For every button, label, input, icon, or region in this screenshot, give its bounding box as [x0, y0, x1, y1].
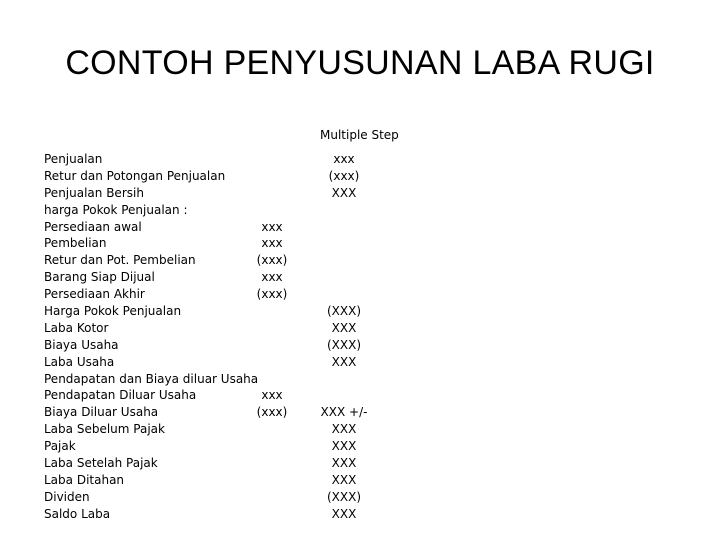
detail-amount: xxx: [261, 236, 283, 251]
row-label: Pendapatan dan Biaya diluar Usaha: [44, 371, 259, 386]
detail-amount: (xxx): [256, 287, 288, 302]
total-amount: XXX: [331, 456, 357, 471]
detail-amount: xxx: [261, 388, 283, 403]
statement-row: [0, 202, 720, 219]
statement-row: [0, 303, 720, 320]
row-label: harga Pokok Penjualan :: [44, 202, 188, 217]
total-amount: XXX: [331, 320, 357, 335]
statement-row: [0, 337, 720, 354]
detail-amount: (xxx): [256, 405, 288, 420]
total-amount: XXX: [331, 439, 357, 454]
total-amount: (XXX): [326, 304, 362, 319]
row-label: Retur dan Pot. Pembelian: [44, 253, 196, 268]
row-label: Harga Pokok Penjualan: [44, 304, 182, 319]
statement-row: [0, 185, 720, 202]
row-label: Persediaan awal: [44, 219, 142, 234]
total-amount: XXX: [331, 422, 357, 437]
statement-row: [0, 506, 720, 523]
row-label: Laba Setelah Pajak: [44, 456, 158, 471]
statement-row: [0, 438, 720, 455]
detail-amount: xxx: [261, 219, 283, 234]
statement-row: [0, 404, 720, 421]
statement-row: [0, 235, 720, 252]
row-label: Penjualan: [44, 152, 103, 166]
statement-row: [0, 320, 720, 337]
row-label: Laba Usaha: [44, 354, 115, 369]
total-amount: (xxx): [328, 168, 360, 183]
statement-row: [0, 371, 720, 388]
total-amount: XXX +/-: [320, 405, 368, 420]
slide-subtitle: Multiple Step: [320, 128, 399, 142]
statement-row: [0, 219, 720, 236]
detail-amount: (xxx): [256, 253, 288, 268]
total-amount: (XXX): [326, 489, 362, 504]
statement-row: [0, 387, 720, 404]
statement-row: [0, 421, 720, 438]
statement-row: [0, 286, 720, 303]
row-label: Pembelian: [44, 236, 107, 251]
row-label: Pajak: [44, 439, 76, 454]
row-label: Biaya Usaha: [44, 337, 119, 352]
statement-row: [0, 168, 720, 185]
row-label: Barang Siap Dijual: [44, 270, 155, 285]
row-label: Dividen: [44, 489, 90, 504]
slide-title: CONTOH PENYUSUNAN LABA RUGI: [65, 44, 655, 82]
statement-row: [0, 269, 720, 286]
income-statement-table: [0, 151, 720, 523]
statement-row: [0, 151, 720, 168]
detail-amount: xxx: [261, 270, 283, 285]
row-label: Retur dan Potongan Penjualan: [44, 168, 226, 183]
total-amount: XXX: [331, 506, 357, 521]
statement-row: [0, 252, 720, 269]
row-label: Saldo Laba: [44, 506, 111, 521]
row-label: Biaya Diluar Usaha: [44, 405, 159, 420]
total-amount: xxx: [333, 152, 355, 166]
total-amount: XXX: [331, 472, 357, 487]
statement-row: [0, 455, 720, 472]
row-label: Laba Sebelum Pajak: [44, 422, 165, 437]
row-label: Persediaan Akhir: [44, 287, 145, 302]
row-label: Penjualan Bersih: [44, 185, 144, 200]
total-amount: XXX: [331, 354, 357, 369]
total-amount: (XXX): [326, 337, 362, 352]
row-label: Pendapatan Diluar Usaha: [44, 388, 197, 403]
statement-row: [0, 472, 720, 489]
statement-row: [0, 354, 720, 371]
row-label: Laba Kotor: [44, 320, 109, 335]
statement-row: [0, 489, 720, 506]
total-amount: XXX: [331, 185, 357, 200]
row-label: Laba Ditahan: [44, 472, 125, 487]
